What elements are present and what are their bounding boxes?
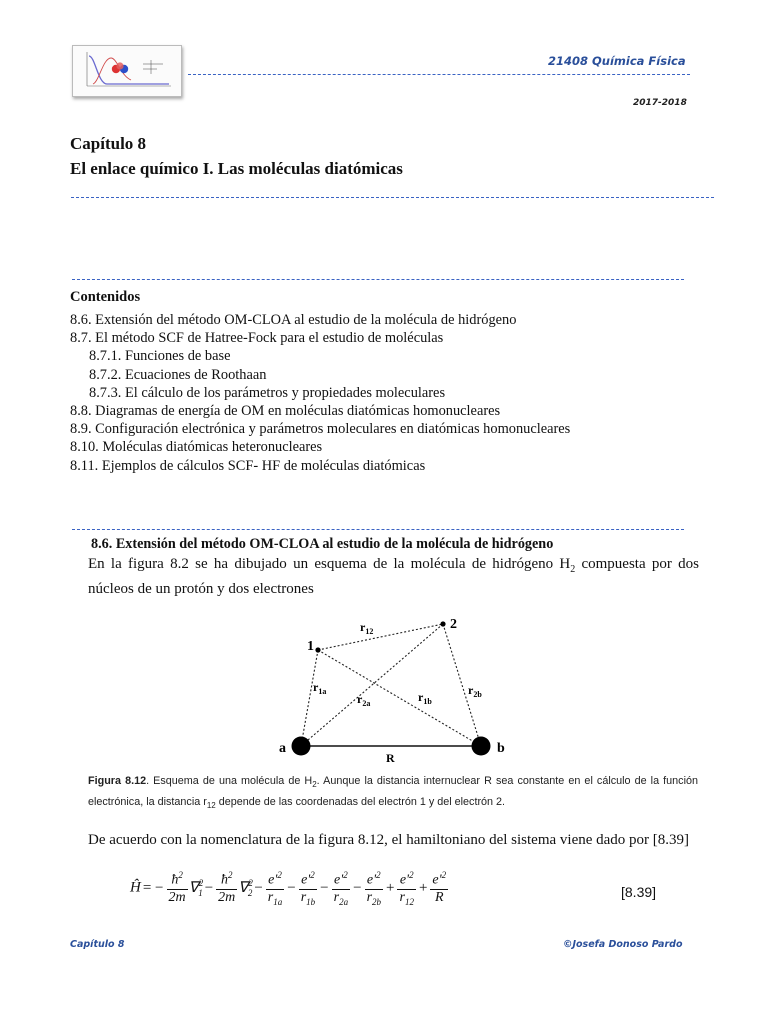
toc-item: 8.10. Moléculas diatómicas heteronucleares <box>70 439 323 456</box>
nucleus-a <box>292 737 311 756</box>
hamiltonian-intro: De acuerdo con la nomenclatura de la figura 8.12, el hamiltoniano del sistema viene dado por [8.39] <box>88 832 690 848</box>
toc-item: 8.7.1. Funciones de base <box>89 348 231 365</box>
line-r12 <box>318 624 443 650</box>
toc-item: 8.9. Configuración electrónica y parámetros moleculares en diatómicas homonucleares <box>70 421 571 438</box>
label-r2b: $r_{2b}$ <box>468 683 482 699</box>
chapter-divider <box>71 197 714 198</box>
section-heading: 8.6. Extensión del método OM-CLOA al estudio de la molécula de hidrógeno <box>91 536 554 552</box>
toc-item: 8.7.3. El cálculo de los parámetros y propiedades moleculares <box>89 384 446 401</box>
hamiltonian-equation: Ĥ = − $\frac{ħ^2}{2m}$ ∇$^2_1$ − $\frac{ħ^2}{2m}$ ∇$^2_2$ − $\frac{e'^2}{r_{1a}}$ − $\frac{e'^2}{r_{1b}}$ − $\frac{e'^2}{r_{2a}}$ − $\frac{e'^2}{r_{2b}}$ + $\frac{e'^2}{r_{12}}$ + $\frac{e'^2}{R}$ <box>130 870 447 907</box>
toc-item: 8.11. Ejemplos de cálculos SCF- HF de moléculas diatómicas <box>70 457 426 474</box>
label-R: R <box>386 751 395 765</box>
label-nucleus-a: a <box>279 741 286 756</box>
label-nucleus-b: b <box>497 741 505 756</box>
contents-list <box>70 311 570 475</box>
line-r1b <box>318 650 481 746</box>
toc-item: 8.6. Extensión del método OM-CLOA al estudio de la molécula de hidrógeno <box>70 312 517 328</box>
header-divider <box>188 74 690 75</box>
chapter-number: Capítulo 8 <box>70 134 147 153</box>
section-intro: En la figura 8.2 se ha dibujado un esquema de la molécula de hidrógeno $H_2$ compuesta por dos núcleos de un protón y dos electrones <box>88 556 699 597</box>
chapter-title: El enlace químico I. Las moléculas diatómicas <box>70 159 403 178</box>
label-r1a: $r_{1a}$ <box>313 680 327 696</box>
academic-year: 2017-2018 <box>633 98 687 108</box>
label-electron-2: 2 <box>450 617 457 632</box>
toc-item: 8.8. Diagramas de energía de OM en moléculas diatómicas homonucleares <box>70 403 501 420</box>
contents-divider <box>72 279 684 280</box>
line-r2a <box>301 624 443 746</box>
footer-chapter: Capítulo 8 <box>70 939 125 950</box>
section-divider <box>72 529 684 530</box>
contents-heading: Contenidos <box>70 289 141 305</box>
line-r2b <box>443 624 481 746</box>
electron-1 <box>315 647 320 652</box>
nucleus-b <box>472 737 491 756</box>
label-r1b: $r_{1b}$ <box>418 690 432 706</box>
footer-author: ©Josefa Donoso Pardo <box>563 939 683 950</box>
course-logo <box>72 45 182 97</box>
label-r2a: $r_{2a}$ <box>357 692 371 708</box>
toc-item: 8.7.2. Ecuaciones de Roothaan <box>89 366 267 383</box>
equation-number: [8.39] <box>621 884 657 900</box>
figure-caption: Figura 8.12. Esquema de una molécula de $H_2$. Aunque la distancia internuclear R sea constante en el cálculo de la función electrónica, la distancia $r_{12}$ depende de las coordenadas del electrón 1 y del electrón 2. <box>88 775 698 810</box>
toc-item: 8.7. El método SCF de Hatree-Fock para el estudio de moléculas <box>70 330 444 347</box>
label-r12: $r_{12}$ <box>360 620 374 636</box>
h2-molecule-figure <box>270 606 515 771</box>
course-title: 21408 Química Física <box>548 54 686 68</box>
label-electron-1: 1 <box>307 639 314 654</box>
electron-2 <box>440 621 445 626</box>
line-r1a <box>301 650 318 746</box>
